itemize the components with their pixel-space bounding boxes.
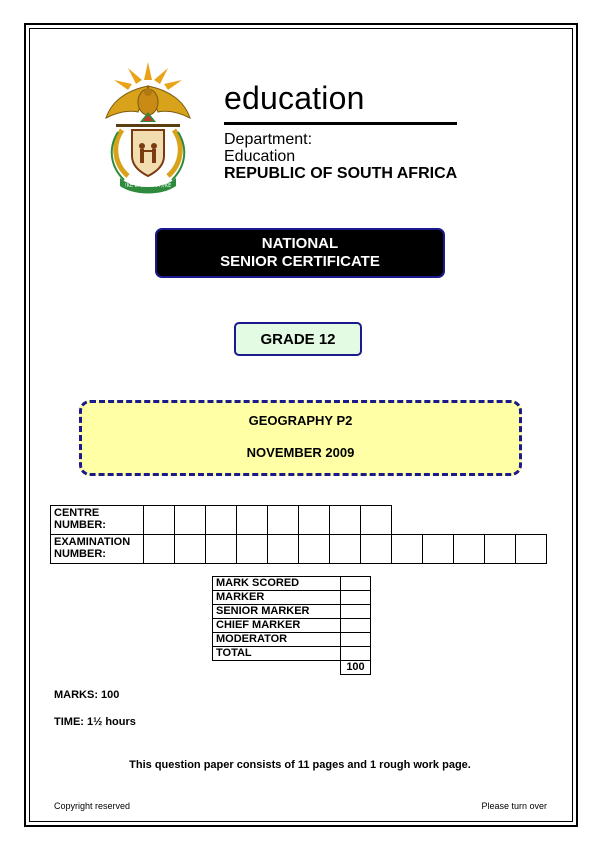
centre-number-label: CENTRE NUMBER: <box>51 506 144 535</box>
exam-digit-cell[interactable] <box>516 535 547 564</box>
exam-session: NOVEMBER 2009 <box>246 445 355 460</box>
mark-row-label: TOTAL <box>213 647 341 661</box>
mark-row-label: MODERATOR <box>213 633 341 647</box>
mark-value-cell[interactable] <box>341 619 371 633</box>
mark-total-value: 100 <box>341 661 371 675</box>
certificate-line-2: SENIOR CERTIFICATE <box>220 253 380 270</box>
copyright-note: Copyright reserved <box>54 801 131 811</box>
exam-digit-cell[interactable] <box>454 535 485 564</box>
subject-name: GEOGRAPHY P2 <box>248 413 353 428</box>
centre-number-row <box>51 506 547 535</box>
mark-row <box>213 577 371 591</box>
exam-digit-cell[interactable] <box>299 535 330 564</box>
empty-cell <box>213 661 341 675</box>
total-marks: MARKS: 100 <box>54 689 120 701</box>
mark-row <box>213 619 371 633</box>
centre-digit-cell[interactable] <box>268 506 299 535</box>
subject-panel <box>79 400 522 476</box>
centre-digit-cell[interactable] <box>175 506 206 535</box>
exam-digit-cell[interactable] <box>485 535 516 564</box>
mark-value-cell[interactable] <box>341 633 371 647</box>
mark-value-cell[interactable] <box>341 605 371 619</box>
centre-digit-cell[interactable] <box>206 506 237 535</box>
coat-of-arms-icon <box>98 60 198 195</box>
mark-row-label: SENIOR MARKER <box>213 605 341 619</box>
examination-number-label: EXAMINATION NUMBER: <box>51 535 144 564</box>
centre-digit-cell[interactable] <box>299 506 330 535</box>
mark-value-cell[interactable] <box>341 647 371 661</box>
centre-digit-cell[interactable] <box>144 506 175 535</box>
exam-digit-cell[interactable] <box>144 535 175 564</box>
examination-number-row <box>51 535 547 564</box>
empty-cell <box>392 506 423 535</box>
grade-badge: GRADE 12 <box>234 322 362 356</box>
empty-cell <box>454 506 485 535</box>
candidate-number-table <box>50 505 547 564</box>
exam-time: TIME: 1½ hours <box>54 716 136 728</box>
exam-digit-cell[interactable] <box>175 535 206 564</box>
mark-row-label: CHIEF MARKER <box>213 619 341 633</box>
exam-digit-cell[interactable] <box>268 535 299 564</box>
education-label: Education <box>224 148 296 165</box>
turn-over-note: Please turn over <box>481 801 547 811</box>
mark-row <box>213 591 371 605</box>
empty-cell <box>423 506 454 535</box>
exam-digit-cell[interactable] <box>330 535 361 564</box>
mark-row-label: MARK SCORED <box>213 577 341 591</box>
centre-digit-cell[interactable] <box>361 506 392 535</box>
svg-text:!KE E: /XARRA //KE: !KE E: /XARRA //KE <box>124 183 172 189</box>
mark-row <box>213 605 371 619</box>
empty-cell <box>485 506 516 535</box>
centre-digit-cell[interactable] <box>330 506 361 535</box>
country-label: REPUBLIC OF SOUTH AFRICA <box>224 165 458 182</box>
centre-digit-cell[interactable] <box>237 506 268 535</box>
mark-table <box>212 576 371 675</box>
exam-digit-cell[interactable] <box>392 535 423 564</box>
brand-rule <box>224 122 457 125</box>
mark-value-cell[interactable] <box>341 577 371 591</box>
mark-row <box>213 647 371 661</box>
page-count-note: This question paper consists of 11 pages and 1 rough work page. <box>129 759 471 771</box>
certificate-line-1: NATIONAL <box>261 235 339 252</box>
exam-digit-cell[interactable] <box>206 535 237 564</box>
exam-digit-cell[interactable] <box>361 535 392 564</box>
mark-value-cell[interactable] <box>341 591 371 605</box>
empty-cell <box>516 506 547 535</box>
mark-total-row <box>213 661 371 675</box>
mark-row-label: MARKER <box>213 591 341 605</box>
exam-digit-cell[interactable] <box>423 535 454 564</box>
department-label: Department: <box>224 131 313 148</box>
certificate-banner <box>155 228 445 278</box>
exam-digit-cell[interactable] <box>237 535 268 564</box>
mark-row <box>213 633 371 647</box>
brand-title: education <box>224 80 365 116</box>
